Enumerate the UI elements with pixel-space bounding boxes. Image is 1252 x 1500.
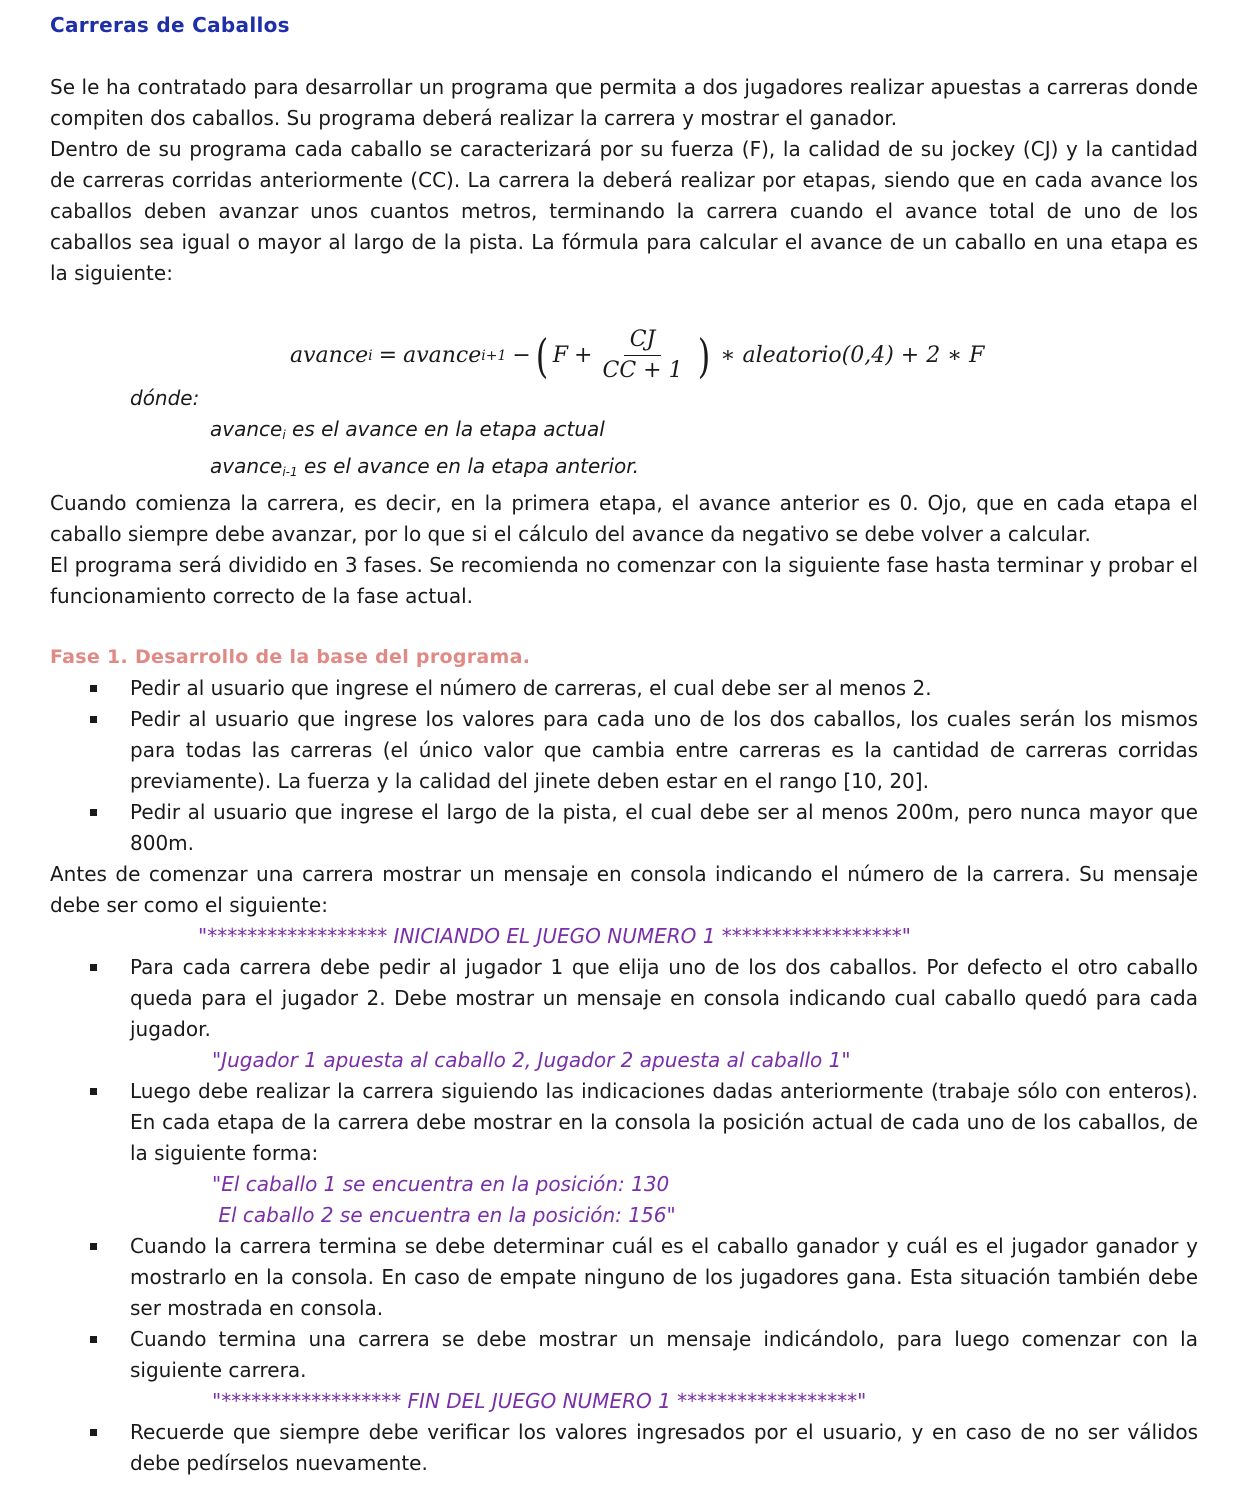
bullet-square-icon: [90, 1243, 97, 1250]
bullet-square-icon: [90, 1429, 97, 1436]
phase-1-list-a: [50, 673, 1198, 859]
advance-formula: [50, 305, 1198, 383]
after-formula-paragraph-2: El programa será dividido en 3 fases. Se recomienda no comenzar con la siguiente fase hasta terminar y probar el funcionamiento correcto de la fase actual.: [50, 553, 1198, 608]
bullet-square-icon: [90, 716, 97, 723]
def-sub: i-1: [282, 465, 298, 479]
position-message-2: El caballo 2 se encuentra en la posición: 156": [212, 1203, 676, 1227]
list-item: Pedir al usuario que ingrese el largo de la pista, el cual debe ser al menos 200m, pero nunca mayor que 800m.: [50, 797, 1198, 859]
formula-fraction: [596, 325, 688, 386]
list-item: Luego debe realizar la carrera siguiendo las indicaciones dadas anteriormente (trabaje sólo con enteros). En cada etapa de la carrera debe mostrar en la consola la posición actual de cada uno de los caballos, de la siguiente forma: "El caballo 1 se encuentra en la posición: 130 El caballo 2 se encuentra en la posición: 156": [50, 1076, 1198, 1231]
intro-paragraph-2: Dentro de su programa cada caballo se caracterizará por su fuerza (F), la calidad de su jockey (CJ) y la cantidad de carreras corridas anteriormente (CC). La carrera la deberá realizar por etapas, siendo que en cada avance los caballos deben avanzar unos cuantos metros, terminando la carrera cuando el avance total de uno de los caballos sea igual o mayor al largo de la pista. La fórmula para calcular el avance de un caballo en una etapa es la siguiente:: [50, 137, 1198, 285]
formula-lhs: avance: [290, 343, 369, 368]
bullet-square-icon: [90, 1088, 97, 1095]
formula-lhs-sub: i: [368, 347, 373, 364]
phase-1-heading: Fase 1. Desarrollo de la base del programa.: [50, 646, 531, 668]
def-text: es el avance en la etapa anterior.: [297, 454, 640, 478]
formula-row: [290, 325, 984, 386]
formula-paren-open: (: [535, 328, 549, 383]
formula-equals: =: [378, 343, 398, 368]
def-var: avance: [210, 417, 283, 441]
definition-current: [210, 414, 1198, 451]
bullet-square-icon: [90, 1336, 97, 1343]
list-item: Cuando termina una carrera se debe mostrar un mensaje indicándolo, para luego comenzar con la siguiente carrera. "****************** FIN DEL JUEGO NUMERO 1 ******************": [50, 1324, 1198, 1417]
list-item: Cuando la carrera termina se debe determinar cuál es el caballo ganador y cuál es el jugador ganador y mostrarlo en la consola. En caso de empate ninguno de los jugadores gana. Esta situación también debe ser mostrada en consola.: [50, 1231, 1198, 1324]
end-game-message: "****************** FIN DEL JUEGO NUMERO 1 ******************": [212, 1389, 867, 1413]
fraction-denominator: CC + 1: [602, 358, 683, 383]
def-sub: i: [282, 428, 286, 442]
start-game-message: "****************** INICIANDO EL JUEGO NUMERO 1 ******************": [198, 924, 911, 948]
definition-previous: [210, 451, 1198, 488]
bullet-square-icon: [90, 809, 97, 816]
list-item: Para cada carrera debe pedir al jugador 1 que elija uno de los dos caballos. Por defecto el otro caballo queda para el jugador 2. Debe mostrar un mensaje en consola indicando cual caballo quedó para cada jugador. "Jugador 1 apuesta al caballo 2, Jugador 2 apuesta al caballo 1": [50, 952, 1198, 1076]
formula-tail: ∗ aleatorio(0,4) + 2 ∗ F: [720, 343, 985, 368]
position-message-1: "El caballo 1 se encuentra en la posición: 130: [212, 1172, 670, 1196]
after-formula-paragraph-1: Cuando comienza la carrera, es decir, en la primera etapa, el avance anterior es 0. Ojo, que en cada etapa el caballo siempre debe avanzar, por lo que si el cálculo del avance da negativo se debe volver a calcular.: [50, 491, 1198, 546]
list-item: Pedir al usuario que ingrese el número de carreras, el cual debe ser al menos 2.: [50, 673, 1198, 704]
fraction-numerator: CJ: [624, 325, 662, 356]
bullet-square-icon: [90, 964, 97, 971]
formula-minus: −: [512, 343, 531, 368]
def-var: avance: [210, 454, 283, 478]
formula-term-sub: i+1: [481, 347, 507, 364]
formula-paren-close: ): [697, 328, 710, 383]
document-title: Carreras de Caballos: [50, 13, 290, 37]
def-text: es el avance en la etapa actual: [285, 417, 605, 441]
bullet-square-icon: [90, 685, 97, 692]
donde-label: dónde:: [130, 386, 200, 410]
list-item: Pedir al usuario que ingrese los valores para cada uno de los dos caballos, los cuales serán los mismos para todas las carreras (el único valor que cambia entre carreras es la cantidad de carreras corridas previamente). La fuerza y la calidad del jinete deben estar en el rango [10, 20].: [50, 704, 1198, 797]
document-page: [50, 10, 1198, 1479]
intro-paragraph-1: Se le ha contratado para desarrollar un programa que permita a dos jugadores realizar apuestas a carreras donde compiten dos caballos. Su programa deberá realizar la carrera y mostrar el ganador.: [50, 75, 1198, 130]
formula-term: avance: [403, 343, 482, 368]
list-item: Recuerde que siempre debe verificar los valores ingresados por el usuario, y en caso de no ser válidos debe pedírselos nuevamente.: [50, 1417, 1198, 1479]
phase-1-list-b: [50, 952, 1198, 1479]
formula-plus: +: [574, 343, 593, 368]
bet-message: "Jugador 1 apuesta al caballo 2, Jugador 2 apuesta al caballo 1": [212, 1048, 851, 1072]
formula-f: F: [552, 343, 569, 368]
pre-race-paragraph: Antes de comenzar una carrera mostrar un mensaje en consola indicando el número de la carrera. Su mensaje debe ser como el siguiente:: [50, 862, 1198, 917]
